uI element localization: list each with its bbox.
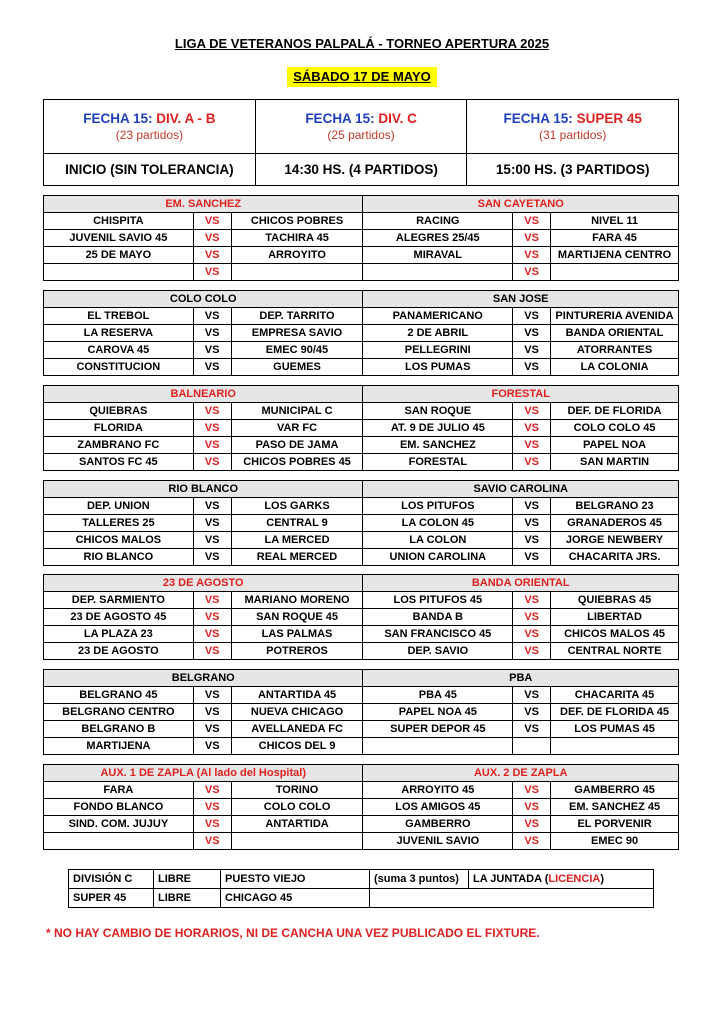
home-team: SAN ROQUE <box>363 403 513 420</box>
vs-label: VS <box>513 643 551 660</box>
vs-label: VS <box>513 213 551 230</box>
home-team: LOS PUMAS <box>363 359 513 376</box>
home-team: PBA 45 <box>363 687 513 704</box>
vs-label: VS <box>193 308 231 325</box>
bye-label: LIBRE <box>154 889 221 908</box>
vs-label: VS <box>513 782 551 799</box>
home-team: MARTIJENA <box>44 738 194 755</box>
home-team: LA PLAZA 23 <box>44 626 194 643</box>
vs-label: VS <box>513 454 551 471</box>
vs-label: VS <box>193 420 231 437</box>
away-team: CHICOS POBRES <box>231 213 363 230</box>
home-team: FONDO BLANCO <box>44 799 194 816</box>
venue-name-left: 23 DE AGOSTO <box>44 575 363 592</box>
home-team: EM. SANCHEZ <box>363 437 513 454</box>
away-team: MUNICIPAL C <box>231 403 363 420</box>
away-team: NIVEL 11 <box>551 213 679 230</box>
away-team: EMEC 90/45 <box>231 342 363 359</box>
home-team: LA COLON 45 <box>363 515 513 532</box>
home-team: DEP. SAVIO <box>363 643 513 660</box>
vs-label: VS <box>513 498 551 515</box>
vs-label: VS <box>193 230 231 247</box>
home-team: CONSTITUCION <box>44 359 194 376</box>
away-team: EM. SANCHEZ 45 <box>551 799 679 816</box>
vs-label: VS <box>513 609 551 626</box>
home-team: GAMBERRO <box>363 816 513 833</box>
home-team: 23 DE AGOSTO 45 <box>44 609 194 626</box>
away-team: DEF. DE FLORIDA <box>551 403 679 420</box>
match-row <box>44 213 679 230</box>
bye-empty <box>370 889 654 908</box>
venue-name-right: AUX. 2 DE ZAPLA <box>363 765 679 782</box>
vs-label: VS <box>193 626 231 643</box>
away-team: BELGRANO 23 <box>551 498 679 515</box>
vs-label: VS <box>193 213 231 230</box>
match-row <box>44 420 679 437</box>
bye-division: DIVISIÓN C <box>69 870 154 889</box>
home-team: PELLEGRINI <box>363 342 513 359</box>
home-team: PANAMERICANO <box>363 308 513 325</box>
home-team: 23 DE AGOSTO <box>44 643 194 660</box>
home-team: PAPEL NOA 45 <box>363 704 513 721</box>
home-team: LOS AMIGOS 45 <box>363 799 513 816</box>
vs-label: VS <box>513 626 551 643</box>
home-team <box>44 264 194 281</box>
vs-label: VS <box>193 403 231 420</box>
page-title: LIGA DE VETERANOS PALPALÁ - TORNEO APERTURA 2025 <box>174 36 550 51</box>
away-team: PASO DE JAMA <box>231 437 363 454</box>
vs-label: VS <box>193 816 231 833</box>
home-team: CAROVA 45 <box>44 342 194 359</box>
away-team: DEF. DE FLORIDA 45 <box>551 704 679 721</box>
home-team: UNION CAROLINA <box>363 549 513 566</box>
venue-table <box>43 290 679 376</box>
home-team: ZAMBRANO FC <box>44 437 194 454</box>
away-team <box>551 738 679 755</box>
home-team: 2 DE ABRIL <box>363 325 513 342</box>
away-team: DEP. TARRITO <box>231 308 363 325</box>
away-team: EMPRESA SAVIO <box>231 325 363 342</box>
away-team: ATORRANTES <box>551 342 679 359</box>
away-team: COLO COLO <box>231 799 363 816</box>
home-team: EL TREBOL <box>44 308 194 325</box>
match-row <box>44 799 679 816</box>
away-team: BANDA ORIENTAL <box>551 325 679 342</box>
venue-table <box>43 385 679 471</box>
match-row <box>44 643 679 660</box>
home-team: LA RESERVA <box>44 325 194 342</box>
home-team <box>44 833 194 850</box>
match-row <box>44 782 679 799</box>
vs-label: VS <box>193 498 231 515</box>
away-team: SAN MARTIN <box>551 454 679 471</box>
venue-table <box>43 195 679 281</box>
bye-team: PUESTO VIEJO <box>221 870 370 889</box>
match-row <box>44 498 679 515</box>
vs-label: VS <box>193 738 231 755</box>
home-team: DEP. SARMIENTO <box>44 592 194 609</box>
start-time-super: 15:00 HS. (3 PARTIDOS) <box>467 154 679 186</box>
vs-label: VS <box>193 342 231 359</box>
vs-label: VS <box>193 833 231 850</box>
home-team: LA COLON <box>363 532 513 549</box>
away-team: TACHIRA 45 <box>231 230 363 247</box>
bye-points: (suma 3 puntos) <box>370 870 469 889</box>
home-team: QUIEBRAS <box>44 403 194 420</box>
away-team: NUEVA CHICAGO <box>231 704 363 721</box>
away-team: CHICOS POBRES 45 <box>231 454 363 471</box>
home-team: FARA <box>44 782 194 799</box>
vs-label: VS <box>513 308 551 325</box>
match-row <box>44 437 679 454</box>
vs-label <box>513 738 551 755</box>
away-team: LAS PALMAS <box>231 626 363 643</box>
match-row <box>44 687 679 704</box>
match-row <box>44 816 679 833</box>
home-team: LOS PITUFOS <box>363 498 513 515</box>
home-team <box>363 738 513 755</box>
away-team: VAR FC <box>231 420 363 437</box>
away-team: CHICOS MALOS 45 <box>551 626 679 643</box>
away-team: LOS GARKS <box>231 498 363 515</box>
away-team: LA COLONIA <box>551 359 679 376</box>
vs-label: VS <box>193 799 231 816</box>
vs-label: VS <box>513 799 551 816</box>
home-team: SIND. COM. JUJUY <box>44 816 194 833</box>
venue-name-left: AUX. 1 DE ZAPLA (Al lado del Hospital) <box>44 765 363 782</box>
vs-label: VS <box>193 782 231 799</box>
header-super-45: FECHA 15: SUPER 45 (31 partidos) <box>467 100 679 154</box>
venue-table <box>43 764 679 850</box>
match-row <box>44 738 679 755</box>
match-row <box>44 308 679 325</box>
away-team: LIBERTAD <box>551 609 679 626</box>
vs-label: VS <box>513 264 551 281</box>
home-team: LOS PITUFOS 45 <box>363 592 513 609</box>
away-team: EL PORVENIR <box>551 816 679 833</box>
venue-name-right: BANDA ORIENTAL <box>363 575 679 592</box>
vs-label: VS <box>513 532 551 549</box>
away-team <box>231 264 363 281</box>
home-team: DEP. UNION <box>44 498 194 515</box>
venue-name-left: BELGRANO <box>44 670 363 687</box>
vs-label: VS <box>193 609 231 626</box>
match-row <box>44 454 679 471</box>
away-team: CENTRAL NORTE <box>551 643 679 660</box>
home-team: JUVENIL SAVIO <box>363 833 513 850</box>
vs-label: VS <box>193 359 231 376</box>
license-team: LA JUNTADA (LICENCIA) <box>469 870 654 889</box>
vs-label: VS <box>193 592 231 609</box>
home-team: SUPER DEPOR 45 <box>363 721 513 738</box>
away-team: ARROYITO <box>231 247 363 264</box>
venue-name-left: RIO BLANCO <box>44 481 363 498</box>
home-team: SANTOS FC 45 <box>44 454 194 471</box>
away-team: MARTIJENA CENTRO <box>551 247 679 264</box>
vs-label: VS <box>193 721 231 738</box>
match-date: SÁBADO 17 DE MAYO <box>287 67 437 87</box>
venue-table <box>43 574 679 660</box>
vs-label: VS <box>193 325 231 342</box>
away-team: CENTRAL 9 <box>231 515 363 532</box>
away-team: COLO COLO 45 <box>551 420 679 437</box>
away-team: CHACARITA 45 <box>551 687 679 704</box>
away-team: PINTURERIA AVENIDA <box>551 308 679 325</box>
match-row <box>44 626 679 643</box>
bye-label: LIBRE <box>154 870 221 889</box>
vs-label: VS <box>513 359 551 376</box>
away-team: ANTARTIDA 45 <box>231 687 363 704</box>
home-team: ARROYITO 45 <box>363 782 513 799</box>
match-row <box>44 264 679 281</box>
home-team: BELGRANO 45 <box>44 687 194 704</box>
away-team: GRANADEROS 45 <box>551 515 679 532</box>
away-team <box>231 833 363 850</box>
vs-label: VS <box>513 549 551 566</box>
away-team: TORINO <box>231 782 363 799</box>
venue-table <box>43 480 679 566</box>
away-team: POTREROS <box>231 643 363 660</box>
home-team: AT. 9 DE JULIO 45 <box>363 420 513 437</box>
start-time-c: 14:30 HS. (4 PARTIDOS) <box>255 154 467 186</box>
venue-name-right: SAVIO CAROLINA <box>363 481 679 498</box>
away-team: JORGE NEWBERY <box>551 532 679 549</box>
venue-name-right: SAN CAYETANO <box>363 196 679 213</box>
home-team: JUVENIL SAVIO 45 <box>44 230 194 247</box>
away-team: FARA 45 <box>551 230 679 247</box>
match-row <box>44 833 679 850</box>
vs-label: VS <box>513 816 551 833</box>
vs-label: VS <box>513 437 551 454</box>
bye-table <box>68 869 654 908</box>
home-team: ALEGRES 25/45 <box>363 230 513 247</box>
vs-label: VS <box>193 437 231 454</box>
match-row <box>44 342 679 359</box>
home-team: BELGRANO CENTRO <box>44 704 194 721</box>
start-time-ab: INICIO (SIN TOLERANCIA) <box>44 154 256 186</box>
venue-name-right: SAN JOSE <box>363 291 679 308</box>
vs-label: VS <box>193 549 231 566</box>
match-row <box>44 549 679 566</box>
home-team: RIO BLANCO <box>44 549 194 566</box>
away-team: EMEC 90 <box>551 833 679 850</box>
match-row <box>44 532 679 549</box>
vs-label: VS <box>513 230 551 247</box>
home-team: TALLERES 25 <box>44 515 194 532</box>
away-team: CHICOS DEL 9 <box>231 738 363 755</box>
match-row <box>44 515 679 532</box>
home-team: 25 DE MAYO <box>44 247 194 264</box>
home-team: BANDA B <box>363 609 513 626</box>
match-row <box>44 325 679 342</box>
away-team: GAMBERRO 45 <box>551 782 679 799</box>
vs-label: VS <box>193 687 231 704</box>
vs-label: VS <box>193 515 231 532</box>
away-team: SAN ROQUE 45 <box>231 609 363 626</box>
away-team: ANTARTIDA <box>231 816 363 833</box>
away-team: LA MERCED <box>231 532 363 549</box>
home-team <box>363 264 513 281</box>
vs-label: VS <box>193 454 231 471</box>
home-team: FORESTAL <box>363 454 513 471</box>
vs-label: VS <box>513 687 551 704</box>
match-row <box>44 247 679 264</box>
home-team: CHICOS MALOS <box>44 532 194 549</box>
away-team <box>551 264 679 281</box>
away-team: GUEMES <box>231 359 363 376</box>
bye-team: CHICAGO 45 <box>221 889 370 908</box>
bye-division: SUPER 45 <box>69 889 154 908</box>
vs-label: VS <box>193 247 231 264</box>
home-team: BELGRANO B <box>44 721 194 738</box>
home-team: CHISPITA <box>44 213 194 230</box>
away-team: REAL MERCED <box>231 549 363 566</box>
match-row <box>44 704 679 721</box>
vs-label: VS <box>193 643 231 660</box>
match-row <box>44 403 679 420</box>
vs-label: VS <box>513 833 551 850</box>
away-team: PAPEL NOA <box>551 437 679 454</box>
away-team: MARIANO MORENO <box>231 592 363 609</box>
venue-name-right: FORESTAL <box>363 386 679 403</box>
schedule-header <box>43 99 679 186</box>
header-div-ab: FECHA 15: DIV. A - B (23 partidos) <box>44 100 256 154</box>
away-team: LOS PUMAS 45 <box>551 721 679 738</box>
vs-label: VS <box>193 264 231 281</box>
vs-label: VS <box>513 420 551 437</box>
venue-name-left: COLO COLO <box>44 291 363 308</box>
vs-label: VS <box>513 247 551 264</box>
vs-label: VS <box>513 515 551 532</box>
vs-label: VS <box>513 704 551 721</box>
away-team: AVELLANEDA FC <box>231 721 363 738</box>
venue-name-left: EM. SANCHEZ <box>44 196 363 213</box>
match-row <box>44 609 679 626</box>
away-team: CHACARITA JRS. <box>551 549 679 566</box>
venue-name-right: PBA <box>363 670 679 687</box>
venue-name-left: BALNEARIO <box>44 386 363 403</box>
home-team: RACING <box>363 213 513 230</box>
home-team: SAN FRANCISCO 45 <box>363 626 513 643</box>
match-row <box>44 230 679 247</box>
home-team: FLORIDA <box>44 420 194 437</box>
vs-label: VS <box>513 403 551 420</box>
venue-table <box>43 669 679 755</box>
footer-note: * NO HAY CAMBIO DE HORARIOS, NI DE CANCHA UNA VEZ PUBLICADO EL FIXTURE. <box>46 926 540 940</box>
match-row <box>44 359 679 376</box>
away-team: QUIEBRAS 45 <box>551 592 679 609</box>
vs-label: VS <box>513 592 551 609</box>
match-row <box>44 721 679 738</box>
header-div-c: FECHA 15: DIV. C (25 partidos) <box>255 100 467 154</box>
vs-label: VS <box>513 325 551 342</box>
vs-label: VS <box>193 532 231 549</box>
vs-label: VS <box>513 342 551 359</box>
home-team: MIRAVAL <box>363 247 513 264</box>
vs-label: VS <box>193 704 231 721</box>
match-row <box>44 592 679 609</box>
vs-label: VS <box>513 721 551 738</box>
